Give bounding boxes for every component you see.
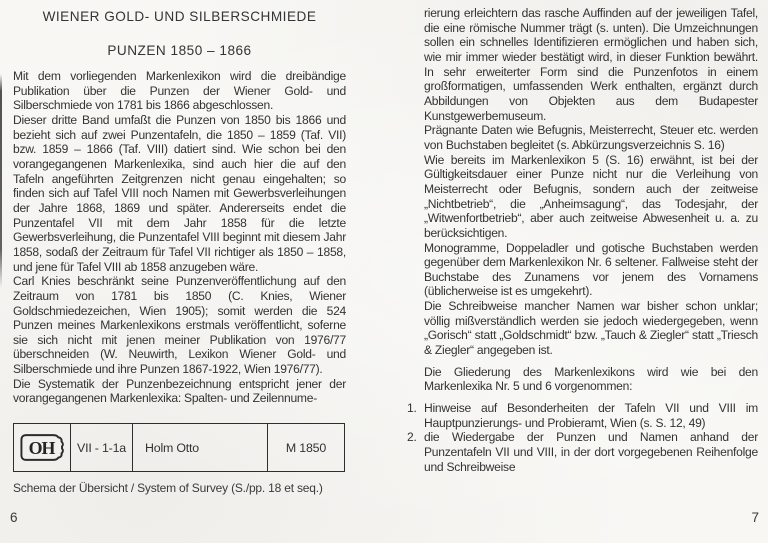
page-number-left: 6: [10, 510, 18, 525]
schema-survey-table: [13, 423, 345, 472]
paragraph: Die Schreibweise mancher Namen war bisher schon unklar; völlig mißverständlich werden sie jedoch wiedergegeben, wenn „Gorisch“ statt „Goldschmidt“ bzw. „Tauch & Ziegler“ statt „Triesch & Ziegler“ angegeben ist.: [424, 299, 758, 358]
list-item: [407, 430, 758, 474]
list-item: [407, 401, 758, 430]
page-number-right: 7: [751, 510, 759, 525]
page-title: WIENER GOLD- UND SILBERSCHMIEDE: [42, 9, 317, 24]
left-page: [13, 0, 346, 543]
list-item-number: 2.: [407, 430, 417, 445]
paragraph: Mit dem vorliegenden Markenlexikon wird die dreibändige Publikation über die Punzen der Wiener Gold- und Silberschmiede von 1781 bis 1866 abgeschlossen.: [13, 69, 346, 113]
punch-name-cell: Holm Otto: [132, 424, 267, 471]
list-item-text: die Wiedergabe der Punzen und Namen anhand der Punzentafeln VII und VIII, in der dort vorgegebenen Reihenfolge und Schreibweise: [424, 430, 758, 474]
punch-mark-oh-icon: [19, 433, 66, 462]
paragraph: Die Systematik der Punzenbezeichnung entspricht jener der vorangegangenen Markenlexika: Spalten- und Zeilennume-: [13, 376, 346, 406]
left-page-body-text: [13, 69, 346, 422]
paragraph: rierung erleichtern das rasche Auffinden auf der jeweiligen Tafel, die eine römische Nummer trägt (s. unten). Die Umzeichnungen sollen ein schnelles Identifizieren ermöglichen und haben sich, wie mir immer wieder bestätigt wird, in dieser Funktion bewährt. In sehr erweiterter Form sind die Punzenfotos in einem großformatigen, umfassenden Werk enthalten, ergänzt durch Abbildungen von Objekten aus dem Budapester Kunstgewerbemuseum.: [424, 6, 758, 123]
punch-mark-letters: OH: [28, 437, 54, 458]
punch-reference-cell: VII - 1-1a: [70, 424, 132, 471]
punch-date-cell: M 1850: [267, 424, 344, 471]
paragraph: Die Gliederung des Markenlexikons wird wie bei den Markenlexika Nr. 5 und 6 vorgenommen:: [424, 364, 758, 394]
paragraph: Carl Knies beschränkt seine Punzenveröffentlichung auf den Zeitraum von 1781 bis 1850 (C. Knies, Wiener Goldschmiedezeichen, Wien 1905); somit werden die 524 Punzen meines Markenlexikons erstmals veröffentlicht, soferne sie sich nicht mit jenen meiner Publikation von 1976/77 überschneiden (W. Neuwirth, Lexikon Wiener Gold- und Silberschmiede und ihre Punzen 1867-1922, Wien 1976/77).: [13, 274, 346, 377]
table-caption: Schema der Übersicht / System of Survey (S./pp. 18 et seq.): [13, 481, 323, 495]
paragraph: Prägnante Daten wie Befugnis, Meisterrecht, Steuer etc. werden von Buchstaben begleitet (s. Abkürzungsverzeichnis S. 16): [424, 123, 758, 152]
punch-mark-cell: [14, 424, 70, 471]
list-item-number: 1.: [407, 401, 417, 416]
numbered-list: [407, 401, 758, 474]
right-page: [407, 0, 758, 543]
scan-edge-artifact: [0, 74, 2, 288]
paragraph: Monogramme, Doppeladler und gotische Buchstaben werden gegenüber dem Markenlexikon Nr. 6 seltener. Fallweise steht der Buchstabe des Zunamens vor jenem des Vornamens (üblicherweise ist es umgekehrt).: [424, 240, 758, 299]
paragraph: Wie bereits im Markenlexikon 5 (S. 16) erwähnt, ist bei der Gültigkeitsdauer einer Punze nicht nur die Verleihung von Meisterrecht oder Befugnis, sondern auch der zeitweise „Nichtbetrieb“, die „Anheimsagung“, das Todesjahr, der „Witwenfortbetrieb“, aber auch zeitweise Abwesenheit u. a. zu berücksichtigen.: [424, 152, 758, 240]
paragraph: Dieser dritte Band umfaßt die Punzen von 1850 bis 1866 und bezieht sich auf zwei Punzentafeln, die 1850 – 1859 (Taf. VII) bzw. 1859 – 1866 (Taf. VIII) datiert sind. Wie schon bei den vorangegangenen Markenlexika, sind auch hier die auf den Tafeln angeführten Zeitgrenzen nicht genau eingehalten; so finden sich auf Tafel VIII noch Namen mit Gewerbsverleihungen der Jahre 1868, 1869 und später. Andererseits endet die Punzentafel VII mit dem Jahr 1858 für die letzte Gewerbsverleihung, die Punzentafel VIII beginnt mit diesem Jahr 1858, sodaß der Zeitraum für Tafel VII richtiger als 1850 – 1858, und jene für Tafel VIII ab 1858 anzugeben wäre.: [13, 112, 346, 274]
page-subtitle: PUNZEN 1850 – 1866: [107, 43, 252, 58]
list-item-text: Hinweise auf Besonderheiten der Tafeln VII und VIII im Hauptpunzierungs- und Probieramt, Wien (s. S. 12, 49): [424, 401, 758, 430]
right-page-body-text: [407, 6, 758, 507]
